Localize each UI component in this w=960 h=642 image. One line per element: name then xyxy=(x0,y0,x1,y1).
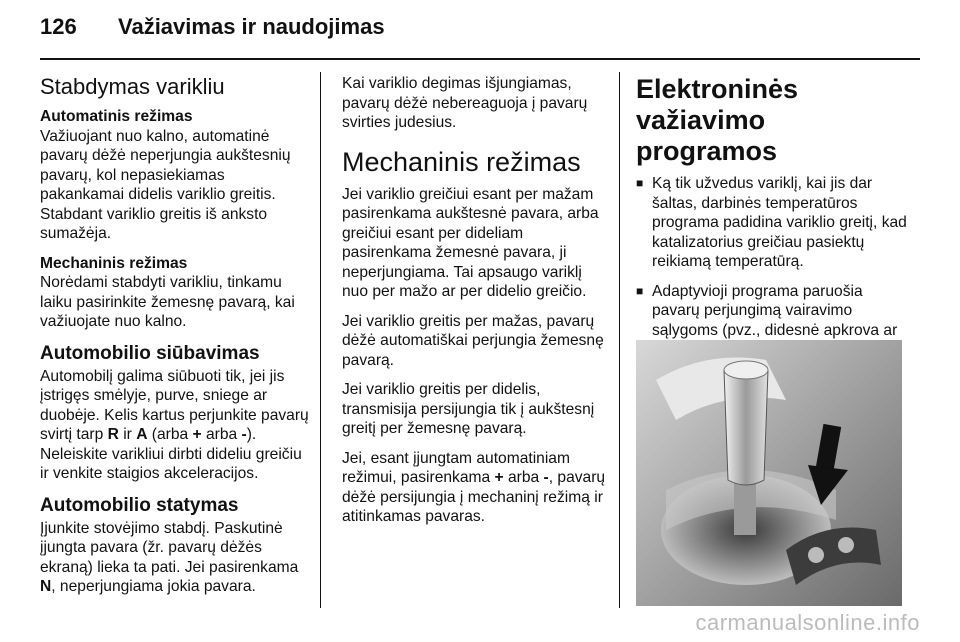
page-number: 126 xyxy=(40,14,77,39)
paragraph-manual-1: Jei variklio greičiui esant per mažam pasirenkama aukštesnė pavara, arba greičiui esant per dideliam pasirenkama žemesnė pavara, ji neperjungiama. Tai apsaugo variklį nuo per mažo ar per didelio greičio. xyxy=(342,185,599,300)
list-item: ■ Ką tik užvedus variklį, kai jis dar šaltas, darbinės temperatūros programa padidina variklio greitį, kad katalizatorius greičiau pasiektų reikiamą temperatūrą. xyxy=(636,174,908,272)
heading-engine-braking: Stabdymas varikliu xyxy=(40,74,225,99)
paragraph-manual-mode: Norėdami stabdyti varikliu, tinkamu laiku pasirinkite žemesnę pavarą, kai važiuojate nuo kalno. xyxy=(40,274,295,330)
paragraph-automatic-mode: Važiuojant nuo kalno, automatinė pavarų dėžė neperjungia aukštesnių pavarų, kol nepasiekiamas pakankamai didelis variklio greitis. Stabdant variklio greitis iš anksto sumažėja. xyxy=(40,127,291,242)
sport-mode-illustration xyxy=(636,340,902,606)
paragraph-manual-4: Jei, esant įjungtam automatiniam režimui, pasirenkama + arba -, pavarų dėžė persijungia į mechaninį režimą ir atitinkamas pavaras. xyxy=(342,449,606,525)
program-list xyxy=(636,174,908,360)
subheading-manual-mode: Mechaninis režimas xyxy=(40,254,188,272)
list-item: ■ Adaptyvioji programa paruošia pavarų perjungimą vairavimo sąlygoms (pvz., didesnė apkrova ar xyxy=(636,282,908,360)
column-divider-2 xyxy=(619,72,620,608)
watermark: carmanualsonline.info xyxy=(695,610,920,635)
heading-manual-mode: Mechaninis režimas xyxy=(342,146,581,177)
paragraph-parking: Įjunkite stovėjimo stabdį. Paskutinė įjungta pavara (žr. pavarų dėžės ekraną) lieka ta pati. Jei pasirenkama N, neperjungiama jokia pavara. xyxy=(40,519,299,595)
page-header xyxy=(40,14,385,40)
heading-parking: Automobilio statymas xyxy=(40,494,239,516)
header-rule xyxy=(40,58,920,60)
subheading-automatic-mode: Automatinis režimas xyxy=(40,108,193,125)
paragraph-manual-2: Jei variklio greitis per mažas, pavarų dėžė automatiškai perjungia žemesnę pavarą. xyxy=(342,312,604,369)
heading-rocking: Automobilio siūbavimas xyxy=(40,342,260,364)
paragraph-ignition-off: Kai variklio degimas išjungiamas, pavarų dėžė nebereaguoja į pavarų svirties judesius. xyxy=(342,75,588,131)
column-2 xyxy=(342,74,612,537)
paragraph-manual-3: Jei variklio greitis per didelis, transmisija persijungia tik į aukštesnį greitį per žemesnę pavarą. xyxy=(342,381,595,437)
paragraph-rocking: Automobilį galima siūbuoti tik, jei jis įstrigęs smėlyje, purve, sniege ar duobėje. Kelis kartus perjunkite pavarų svirtį tarp R ir A (arba + arba -). Neleiskite varikliui dirbti dideliu greičiu ir venkite staigios akceleracijos. xyxy=(40,367,309,482)
column-divider-1 xyxy=(320,72,321,608)
column-1 xyxy=(40,74,312,607)
page-title: Važiavimas ir naudojimas xyxy=(118,14,385,39)
heading-electronic-programs: Elektroninės važiavimo programos xyxy=(636,74,799,166)
